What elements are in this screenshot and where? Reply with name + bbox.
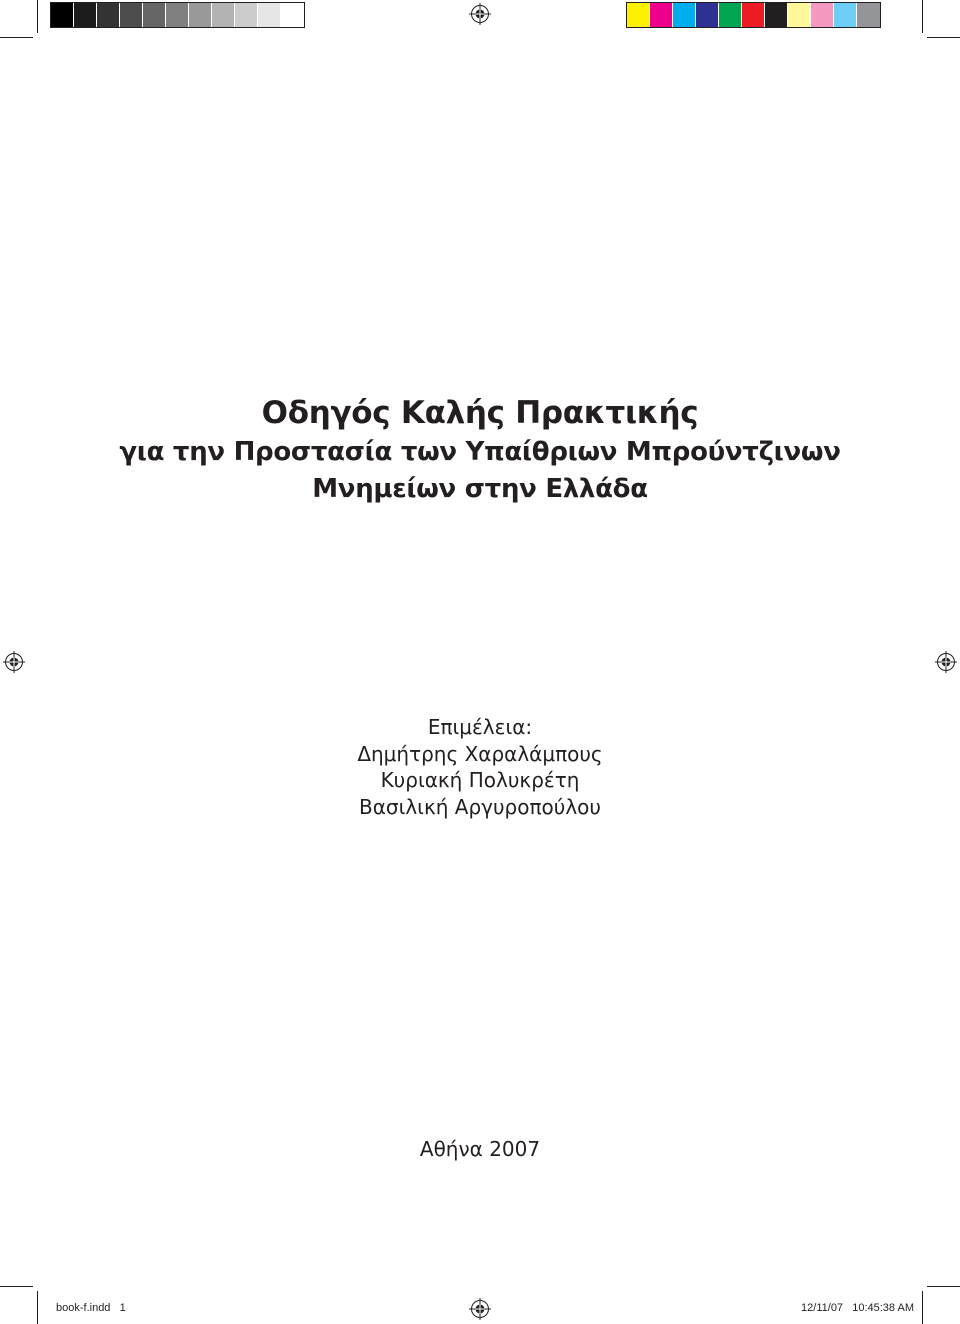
color-swatch xyxy=(627,3,650,27)
color-swatch xyxy=(719,3,742,27)
gray-swatch xyxy=(143,3,166,27)
slug-filename: book-f.indd 1 xyxy=(56,1302,126,1314)
color-swatch xyxy=(788,3,811,27)
editors-block xyxy=(0,714,960,820)
title-line-3: Μνημείων στην Ελλάδα xyxy=(312,474,648,504)
crop-mark-top-right-v xyxy=(922,0,923,33)
editor-name: Βασιλική Αργυροπούλου xyxy=(359,794,601,819)
color-swatch xyxy=(742,3,765,27)
editor-name: Κυριακή Πολυκρέτη xyxy=(380,768,580,792)
crop-mark-bottom-right-h xyxy=(927,1286,960,1287)
gray-swatch xyxy=(120,3,143,27)
gray-swatch xyxy=(281,3,304,27)
gray-swatch xyxy=(212,3,235,27)
editor-name: Δημήτρης Χαραλάμπους xyxy=(357,741,603,766)
document-title xyxy=(0,392,960,508)
gray-swatch xyxy=(189,3,212,27)
editors-label: Επιμέλεια: xyxy=(427,715,533,739)
gray-swatch xyxy=(74,3,97,27)
registration-mark-icon xyxy=(3,651,25,673)
crop-mark-top-right-h xyxy=(927,37,960,38)
gray-swatch xyxy=(258,3,281,27)
color-swatch xyxy=(696,3,719,27)
gray-swatch xyxy=(166,3,189,27)
registration-mark-icon xyxy=(935,651,957,673)
grayscale-color-bar xyxy=(50,2,305,28)
publication-place-year: Αθήνα 2007 xyxy=(419,1137,541,1161)
crop-mark-bottom-right-v xyxy=(922,1291,923,1324)
registration-mark-icon xyxy=(469,3,491,25)
color-swatch xyxy=(650,3,673,27)
crop-mark-top-left-v xyxy=(37,0,38,33)
registration-mark-icon xyxy=(469,1298,491,1320)
title-line-1: Οδηγός Καλής Πρακτικής xyxy=(261,395,699,431)
crop-mark-bottom-left-h xyxy=(0,1286,33,1287)
gray-swatch xyxy=(51,3,74,27)
title-line-2: για την Προστασία των Υπαίθριων Μπρούντζινων xyxy=(119,437,841,467)
crop-mark-top-left-h xyxy=(0,37,33,38)
process-color-bar xyxy=(626,2,881,28)
gray-swatch xyxy=(97,3,120,27)
color-swatch xyxy=(857,3,880,27)
color-swatch xyxy=(673,3,696,27)
crop-mark-bottom-left-v xyxy=(37,1291,38,1324)
gray-swatch xyxy=(235,3,258,27)
slug-timestamp: 12/11/07 10:45:38 AM xyxy=(801,1302,914,1314)
color-swatch xyxy=(765,3,788,27)
color-swatch xyxy=(834,3,857,27)
color-swatch xyxy=(811,3,834,27)
